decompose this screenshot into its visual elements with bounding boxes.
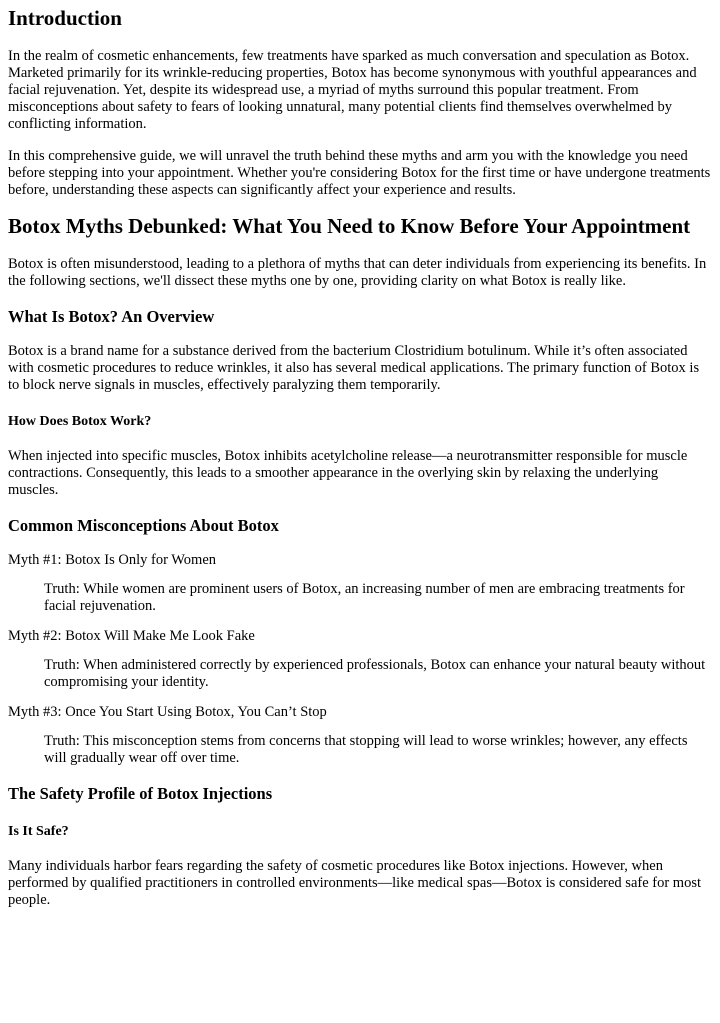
safety-subheading: Is It Safe? (8, 824, 69, 839)
intro-paragraph-1: In the realm of cosmetic enhancements, few treatments have sparked as much conversation and speculation as Botox. Marketed primarily for its wrinkle-reducing properties, Botox has become synonymous with youthful appearances and facial rejuvenation. Yet, despite its widespread use, a myriad of myths surround this popular treatment. From misconceptions about safety to fears of looking unnatural, many potential clients find themselves overwhelmed by conflicting information. (8, 48, 697, 132)
safety-paragraph: Many individuals harbor fears regarding the safety of cosmetic procedures like Botox injections. However, when performed by qualified practitioners in controlled environments—like medical spas—Botox is considered safe for most people. (8, 858, 701, 908)
myth-2-truth: Truth: When administered correctly by experienced professionals, Botox can enhance your natural beauty without compromising your identity. (44, 657, 706, 690)
myth-2-title: Myth #2: Botox Will Make Me Look Fake (8, 628, 255, 644)
myth-3-truth: Truth: This misconception stems from concerns that stopping will lead to worse wrinkles; however, any effects will gradually wear off over time. (44, 733, 688, 766)
overview-heading: What Is Botox? An Overview (8, 307, 215, 326)
article (0, 6, 712, 909)
misconceptions-heading: Common Misconceptions About Botox (8, 516, 279, 535)
myth-3-title: Myth #3: Once You Start Using Botox, You Can’t Stop (8, 704, 327, 720)
safety-heading: The Safety Profile of Botox Injections (8, 784, 273, 803)
myth-1-truth: Truth: While women are prominent users of Botox, an increasing number of men are embracing treatments for facial rejuvenation. (44, 581, 685, 614)
myth-1-title: Myth #1: Botox Is Only for Women (8, 552, 217, 568)
how-it-works-paragraph: When injected into specific muscles, Botox inhibits acetylcholine release—a neurotransmitter responsible for muscle contractions. Consequently, this leads to a smoother appearance in the overlying skin by relaxing the underlying muscles. (8, 448, 688, 498)
overview-paragraph: Botox is a brand name for a substance derived from the bacterium Clostridium botulinum. While it’s often associated with cosmetic procedures to reduce wrinkles, it also has several medical applications. The primary function of Botox is to block nerve signals in muscles, effectively paralyzing them temporarily. (8, 343, 700, 393)
intro-paragraph-2: In this comprehensive guide, we will unravel the truth behind these myths and arm you with the knowledge you need before stepping into your appointment. Whether you're considering Botox for the first time or have undergone treatments before, understanding these aspects can significantly affect your experience and results. (8, 148, 711, 198)
intro-heading: Introduction (8, 6, 122, 30)
myths-section-heading: Botox Myths Debunked: What You Need to Know Before Your Appointment (8, 214, 691, 238)
how-it-works-heading: How Does Botox Work? (8, 414, 152, 429)
myths-section-paragraph: Botox is often misunderstood, leading to a plethora of myths that can deter individuals from experiencing its benefits. In the following sections, we'll dissect these myths one by one, providing clarity on what Botox is really like. (8, 256, 707, 289)
